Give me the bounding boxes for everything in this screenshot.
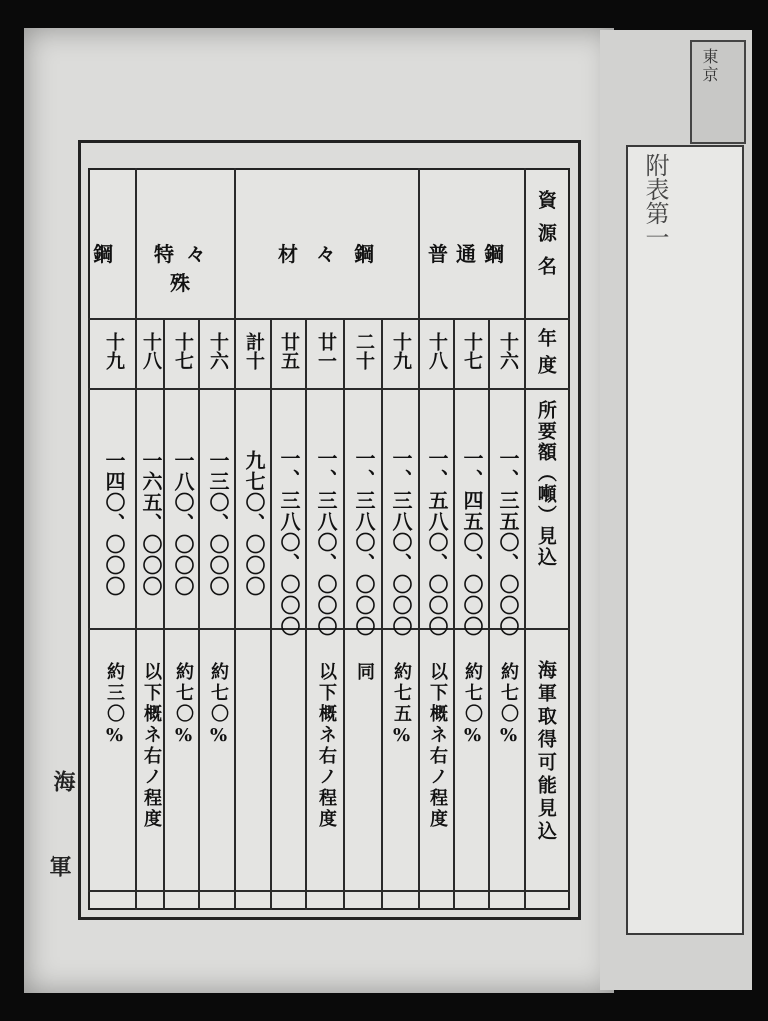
row-acquisition-note: 約七〇% xyxy=(173,662,194,749)
row-divider xyxy=(343,318,345,910)
adjacent-page-frame xyxy=(626,145,744,935)
header-amount: 所要額（噸）見込 xyxy=(534,400,557,568)
col-divider-header xyxy=(524,168,526,910)
row-year: 十七 xyxy=(461,332,483,370)
row-year: 十九 xyxy=(390,332,412,370)
header-acquisition: 海軍取得可能見込 xyxy=(534,660,557,844)
row-year: 二十 xyxy=(353,332,375,370)
row-amount: 九七〇、〇〇〇 xyxy=(242,450,266,597)
row-amount: 一六五、〇〇〇 xyxy=(139,450,163,597)
row-acquisition-note: 約七〇% xyxy=(208,662,229,749)
category-mid-steel: 材々鋼 xyxy=(278,242,392,266)
col-divider-general xyxy=(418,168,420,910)
row-divider xyxy=(488,318,490,910)
row-acquisition-note: 約七〇% xyxy=(462,662,483,749)
row-amount: 一、三八〇、〇〇〇 xyxy=(352,448,376,637)
row-acquisition-note: 以下概ネ右ノ程度 xyxy=(141,662,162,830)
row-acquisition-note: 同 xyxy=(354,662,375,683)
row-amount: 一、三八〇、〇〇〇 xyxy=(389,448,413,637)
row-acquisition-note: 以下概ネ右ノ程度 xyxy=(427,662,448,830)
row-year: 十八 xyxy=(140,332,162,370)
row-acquisition-note: 以下概ネ右ノ程度 xyxy=(316,662,337,830)
row-divider xyxy=(305,318,307,910)
row-amount: 一、三八〇、〇〇〇 xyxy=(277,448,301,637)
row-year: 十九 xyxy=(103,332,125,370)
row-amount: 一四〇、〇〇〇 xyxy=(102,450,126,597)
bottom-divider xyxy=(88,890,570,892)
row-acquisition-note: 約七〇% xyxy=(498,662,519,749)
left-margin-char-1: 海 xyxy=(50,770,76,792)
row-amount: 一、三八〇、〇〇〇 xyxy=(314,448,338,637)
row-amount: 一、三五〇、〇〇〇 xyxy=(496,448,520,637)
header-source-name: 資源名 xyxy=(534,190,557,289)
row-year: 十六 xyxy=(207,332,229,370)
archive-stamp xyxy=(690,40,746,144)
row-divider xyxy=(453,318,455,910)
row-year: 十六 xyxy=(497,332,519,370)
row-amount: 一八〇、〇〇〇 xyxy=(171,450,195,597)
header-divider xyxy=(88,318,570,320)
category-general-steel: 普通鋼 xyxy=(428,242,512,266)
row-divider xyxy=(198,318,200,910)
row-acquisition-note: 約七五% xyxy=(391,662,412,749)
side-note: 附表第一 xyxy=(641,153,669,249)
row-divider xyxy=(381,318,383,910)
row-acquisition-note: 約三〇% xyxy=(104,662,125,749)
left-margin-char-2: 軍 xyxy=(46,855,72,877)
col-divider-mid xyxy=(234,168,236,910)
header-year: 年度 xyxy=(534,328,557,382)
row-divider xyxy=(270,318,272,910)
year-divider xyxy=(88,388,570,390)
row-year: 十八 xyxy=(426,332,448,370)
stamp-text: 東京 xyxy=(700,48,719,84)
row-year: 計十 xyxy=(243,332,265,370)
row-year: 廿一 xyxy=(315,332,337,370)
row-year: 十七 xyxy=(172,332,194,370)
row-year: 廿五 xyxy=(278,332,300,370)
category-special-steel-suffix: 鋼 xyxy=(93,242,131,266)
row-amount: 一、五八〇、〇〇〇 xyxy=(425,448,449,637)
category-special-steel: 特々殊 xyxy=(154,242,218,295)
row-amount: 一、四五〇、〇〇〇 xyxy=(460,448,484,637)
row-amount: 一三〇、〇〇〇 xyxy=(206,450,230,597)
